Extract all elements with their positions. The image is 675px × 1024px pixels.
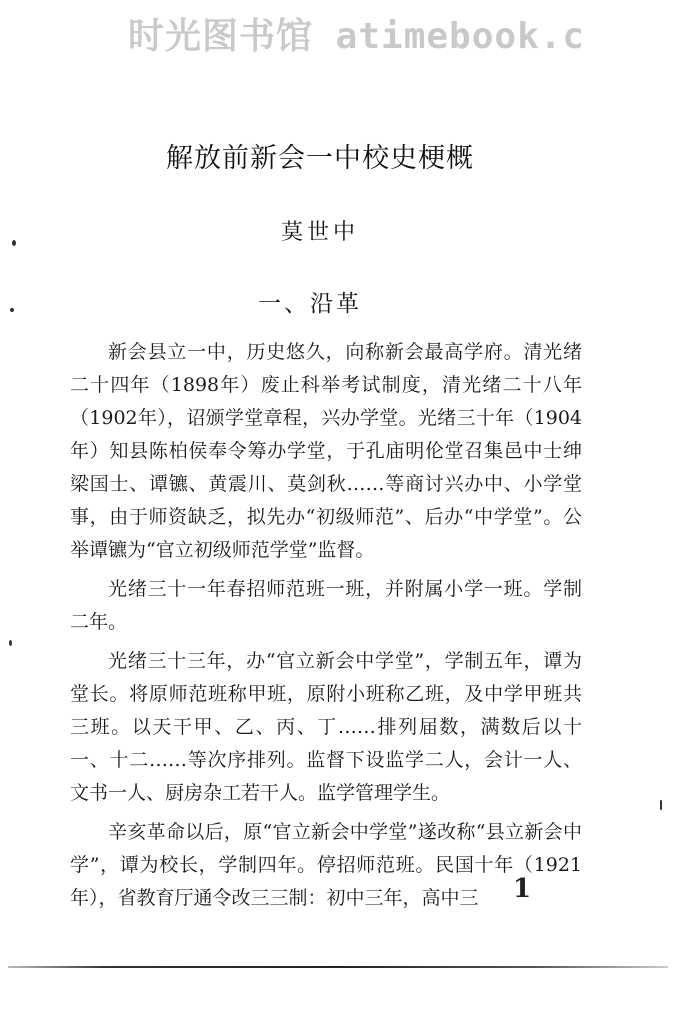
section-heading: 一、沿革	[258, 291, 362, 317]
document-title: 解放前新会一中校史梗概	[166, 143, 474, 174]
bottom-rule	[8, 966, 668, 968]
scan-speck	[10, 308, 14, 312]
paragraph-2: 光绪三十一年春招师范班一班，并附属小学一班。学制二年。	[70, 578, 582, 633]
scan-speck	[9, 640, 12, 646]
paragraph-3: 光绪三十三年，办“官立新会中学堂”，学制五年，谭为堂长。将原师范班称甲班，原附小班称乙班，及中学甲班共三班。以天干甲、乙、丙、丁……排列届数，满数后以十一、十二……等次序排列。监督下设监学二人，会计一人、文书一人、厨房杂工若干人。监学管理学生。	[70, 650, 582, 804]
scan-speck	[660, 800, 662, 810]
paragraph-4: 辛亥革命以后，原“官立新会中学堂”遂改称“县立新会中学”，谭为校长，学制四年。停招师范班。民国十年（1921年），省教育厅通令改三三制：初中三年，高中三	[70, 821, 582, 909]
watermark-text: 时光图书馆 atimebook.c	[128, 16, 586, 57]
paragraph-1: 新会县立一中，历史悠久，向称新会最高学府。清光绪二十四年（1898年）废止科举考试制度，清光绪二十八年（1902年），诏颁学堂章程，兴办学堂。光绪三十年（1904年）知县陈柏侯奉令筹办学堂，于孔庙明伦堂召集邑中士绅梁国士、谭镳、黄震川、莫剑秋……等商讨兴办中、小学堂事，由于师资缺乏，拟先办“初级师范”、后办“中学堂”。公举谭镳为“官立初级师范学堂”监督。	[70, 341, 582, 561]
body-text	[70, 336, 582, 921]
page-number: 1	[513, 874, 532, 904]
scan-speck	[12, 240, 16, 246]
author-name: 莫世中	[280, 220, 359, 245]
